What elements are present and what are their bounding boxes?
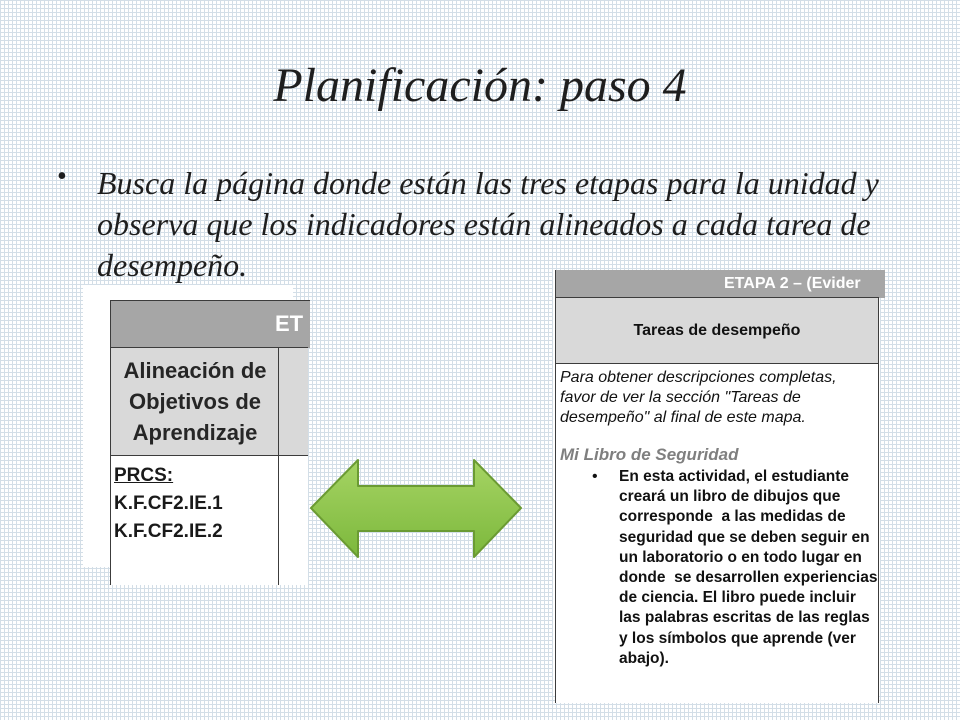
activity-description: [619, 467, 877, 669]
activity-title: Mi Libro de Seguridad: [560, 445, 739, 464]
prcs-label: PRCS:: [114, 465, 174, 486]
activity-line: abajo).: [619, 649, 669, 667]
activity-line: y los símbolos que aprende (ver: [619, 629, 856, 647]
alignment-cell: [110, 455, 279, 585]
left-right-arrow-icon: [309, 458, 524, 560]
activity-line: las palabras escritas de las reglas: [619, 609, 870, 627]
tasks-table-screenshot: [553, 270, 880, 695]
activity-line: En esta actividad, el estudiante: [619, 468, 849, 485]
activity-line: un laboratorio o en todo lugar en: [619, 548, 862, 566]
arrow-shape: [311, 460, 521, 557]
tasks-note: [560, 368, 837, 428]
alignment-column-header: Alineación de Objetivos de Aprendizaje: [110, 347, 279, 456]
note-line: favor de ver la sección "Tareas de: [560, 389, 801, 406]
alignment-table-screenshot: [83, 285, 304, 567]
activity-bullet-marker: •: [592, 468, 598, 485]
stage-2-header-band: [555, 270, 885, 298]
note-line: Para obtener descripciones completas,: [560, 369, 837, 386]
adjacent-header-cell: [278, 347, 308, 456]
stage-header-text: ET: [275, 311, 304, 336]
stage-2-header-text: ETAPA 2 – (Evider: [724, 275, 861, 292]
standard-item: K.F.CF2.IE.2: [114, 521, 223, 542]
adjacent-body-cell: [278, 455, 308, 585]
stage-header-band: [110, 300, 310, 348]
activity-line: donde se desarrollen experiencias: [619, 569, 878, 587]
activity-line: corresponde a las medidas de: [619, 508, 846, 526]
activity-line: seguridad que se deben seguir en: [619, 528, 870, 546]
slide-title: Planificación: paso 4: [273, 59, 687, 112]
activity-line: de ciencia. El libro puede incluir: [619, 589, 856, 607]
activity-line: creará un libro de dibujos que: [619, 488, 841, 506]
bullet-marker: •: [57, 161, 67, 192]
bullet-text: Busca la página donde están las tres etapas para la unidad y observa que los indicadores están alineados a cada tarea de desempeño.: [97, 165, 879, 283]
tasks-cell: [555, 363, 879, 703]
tasks-column-header-text: Tareas de desempeño: [633, 322, 801, 339]
tasks-column-header: [555, 297, 879, 364]
standard-item: K.F.CF2.IE.1: [114, 493, 223, 514]
note-line: desempeño" al final de este mapa.: [560, 409, 806, 426]
